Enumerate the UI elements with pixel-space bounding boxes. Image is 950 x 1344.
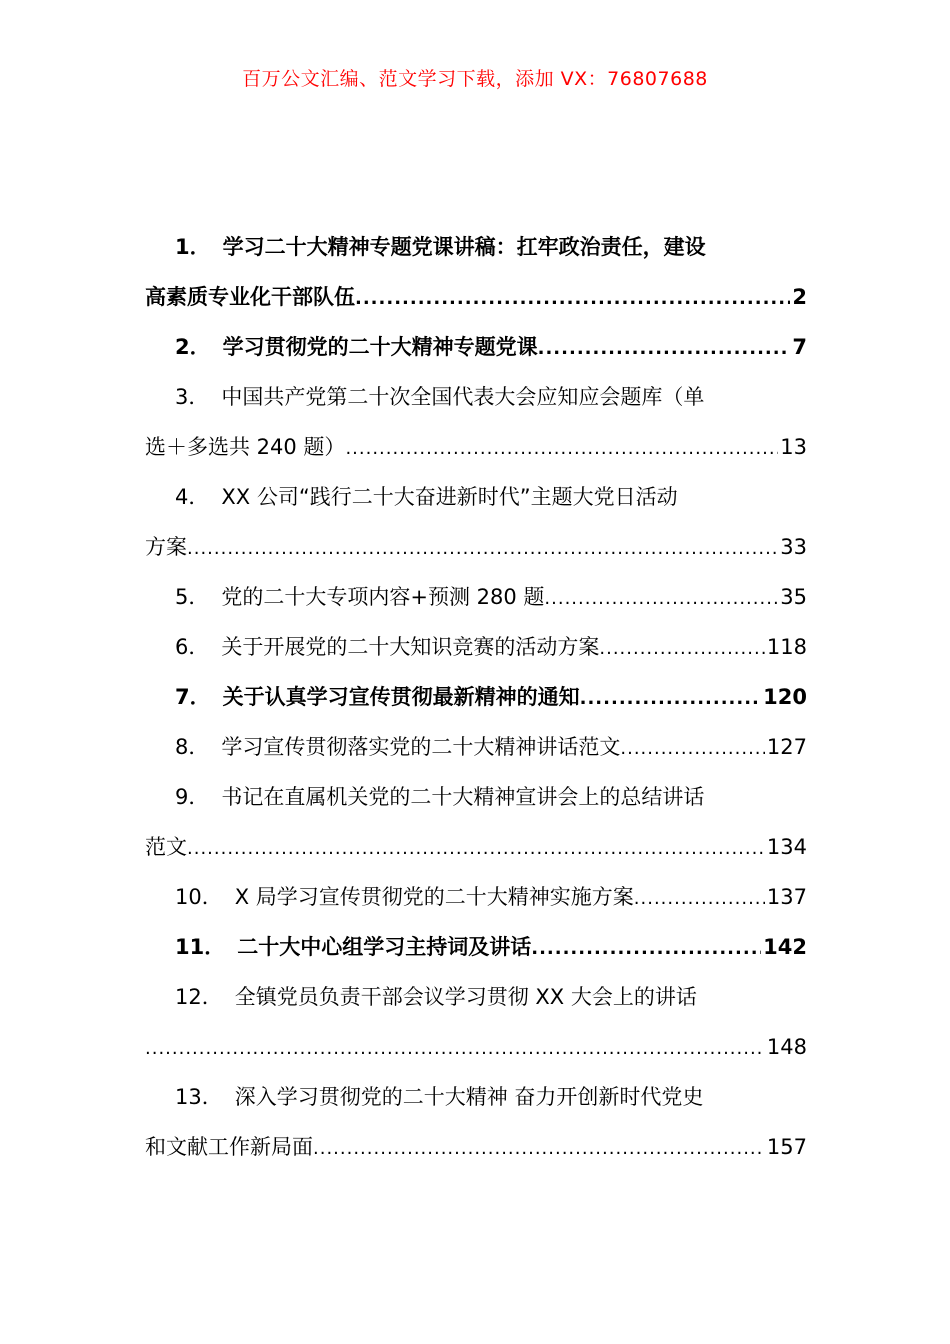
toc-entry[interactable] xyxy=(145,872,807,922)
toc-entry-text xyxy=(175,985,697,1009)
toc-entry-number: 1． xyxy=(175,235,211,259)
toc-entry-line xyxy=(145,822,807,872)
toc-entry-title: 书记在直属机关党的二十大精神宣讲会上的总结讲话 xyxy=(221,785,705,809)
toc-entry-line xyxy=(145,772,807,822)
table-of-contents xyxy=(145,222,807,1172)
toc-entry-text xyxy=(175,1085,703,1109)
toc-leader-dots xyxy=(531,924,761,972)
toc-entry[interactable] xyxy=(145,922,807,972)
toc-entry-title: 党的二十大专项内容+预测 280 题 xyxy=(221,585,545,609)
toc-entry-number: 6． xyxy=(175,635,210,659)
toc-entry-text xyxy=(175,785,704,809)
toc-entry[interactable] xyxy=(145,1072,807,1172)
toc-entry-number: 12． xyxy=(175,985,223,1009)
toc-entry-title: 全镇党员负责干部会议学习贯彻 XX 大会上的讲话 xyxy=(234,985,697,1009)
toc-page-number: 142 xyxy=(763,935,807,959)
toc-entry-text xyxy=(175,872,634,922)
toc-leader-dots xyxy=(355,274,790,322)
toc-leader-dots xyxy=(599,624,765,672)
toc-entry-text xyxy=(175,322,538,372)
toc-entry-line xyxy=(145,372,807,422)
toc-entry-text xyxy=(145,522,187,572)
toc-entry-title: 关于开展党的二十大知识竞赛的活动方案 xyxy=(221,635,600,659)
toc-entry-title: 二十大中心组学习主持词及讲话 xyxy=(237,935,532,959)
toc-leader-dots xyxy=(345,424,778,472)
toc-leader-dots xyxy=(544,574,778,622)
toc-entry-line xyxy=(145,522,807,572)
toc-entry-title: 高素质专业化干部队伍 xyxy=(145,285,355,309)
toc-entry-title: 学习二十大精神专题党课讲稿：扛牢政治责任，建设 xyxy=(222,235,706,259)
toc-entry[interactable] xyxy=(145,472,807,572)
toc-entry-line xyxy=(145,472,807,522)
toc-entry-line xyxy=(145,1072,807,1122)
toc-entry-number: 13． xyxy=(175,1085,223,1109)
toc-entry-title: 方案 xyxy=(145,535,187,559)
toc-entry-text xyxy=(175,622,599,672)
toc-entry-text xyxy=(145,272,355,322)
toc-entry[interactable] xyxy=(145,572,807,622)
toc-entry-title: XX 公司“践行二十大奋进新时代”主题大党日活动 xyxy=(221,485,678,509)
toc-entry-text xyxy=(175,922,531,972)
toc-entry[interactable] xyxy=(145,722,807,772)
toc-page-number: 157 xyxy=(766,1135,807,1159)
toc-entry-line xyxy=(145,272,807,322)
toc-entry-line xyxy=(145,722,807,772)
toc-page-number: 13 xyxy=(780,435,807,459)
toc-leader-dots xyxy=(145,1024,765,1072)
toc-entry-title: 学习宣传贯彻落实党的二十大精神讲话范文 xyxy=(221,735,621,759)
toc-entry-line xyxy=(145,622,807,672)
toc-entry-line xyxy=(145,672,807,722)
toc-page-number: 35 xyxy=(780,585,807,609)
toc-entry-text xyxy=(175,722,620,772)
toc-entry-number: 2． xyxy=(175,335,211,359)
toc-entry-title: 和文献工作新局面 xyxy=(145,1135,313,1159)
toc-entry[interactable] xyxy=(145,322,807,372)
toc-entry-number: 9． xyxy=(175,785,210,809)
toc-page-number: 137 xyxy=(766,885,807,909)
toc-entry-number: 10． xyxy=(175,885,223,909)
toc-leader-dots xyxy=(187,524,778,572)
toc-page-number: 120 xyxy=(763,685,807,709)
toc-leader-dots xyxy=(313,1124,765,1172)
toc-entry-title: 深入学习贯彻党的二十大精神 奋力开创新时代党史 xyxy=(234,1085,704,1109)
toc-entry-number: 5． xyxy=(175,585,210,609)
toc-entry-title: X 局学习宣传贯彻党的二十大精神实施方案 xyxy=(234,885,634,909)
toc-entry-text xyxy=(175,672,580,722)
toc-entry-text xyxy=(145,422,345,472)
toc-entry-line xyxy=(145,1122,807,1172)
toc-page-number: 134 xyxy=(766,835,807,859)
toc-entry-title: 学习贯彻党的二十大精神专题党课 xyxy=(222,335,538,359)
toc-entry-line xyxy=(145,572,807,622)
toc-entry-text xyxy=(175,235,706,259)
toc-entry-line xyxy=(145,222,807,272)
toc-entry-number: 3． xyxy=(175,385,210,409)
toc-entry-number: 8． xyxy=(175,735,210,759)
toc-entry-line xyxy=(145,422,807,472)
toc-leader-dots xyxy=(187,824,765,872)
toc-entry-title: 中国共产党第二十次全国代表大会应知应会题库（单 xyxy=(221,385,705,409)
toc-leader-dots xyxy=(538,324,791,372)
toc-leader-dots xyxy=(634,874,765,922)
toc-entry-text xyxy=(145,822,187,872)
toc-entry-title: 选＋多选共 240 题） xyxy=(145,435,346,459)
toc-entry-text xyxy=(175,385,704,409)
toc-page-number: 118 xyxy=(766,635,807,659)
toc-entry-number: 11． xyxy=(175,935,226,959)
toc-leader-dots xyxy=(580,674,762,722)
toc-entry-line xyxy=(145,322,807,372)
toc-entry[interactable] xyxy=(145,972,807,1072)
toc-entry[interactable] xyxy=(145,772,807,872)
toc-page-number: 7 xyxy=(792,335,807,359)
toc-entry-text xyxy=(175,485,678,509)
toc-page-number: 148 xyxy=(766,1035,807,1059)
toc-entry[interactable] xyxy=(145,622,807,672)
toc-page-number: 33 xyxy=(780,535,807,559)
toc-entry[interactable] xyxy=(145,222,807,322)
toc-entry-line xyxy=(145,972,807,1022)
toc-entry-title: 关于认真学习宣传贯彻最新精神的通知 xyxy=(222,685,580,709)
toc-entry-title: 范文 xyxy=(145,835,187,859)
toc-entry-text xyxy=(145,1122,313,1172)
toc-entry-line xyxy=(145,872,807,922)
toc-page-number: 127 xyxy=(766,735,807,759)
toc-entry-number: 7． xyxy=(175,685,211,709)
toc-entry-line xyxy=(145,1022,807,1072)
toc-entry[interactable] xyxy=(145,672,807,722)
toc-entry-number: 4． xyxy=(175,485,210,509)
toc-page-number: 2 xyxy=(792,285,807,309)
watermark-header: 百万公文汇编、范文学习下载，添加 VX：76807688 xyxy=(242,68,708,90)
toc-entry[interactable] xyxy=(145,372,807,472)
toc-leader-dots xyxy=(620,724,765,772)
toc-entry-line xyxy=(145,922,807,972)
toc-entry-text xyxy=(175,572,544,622)
